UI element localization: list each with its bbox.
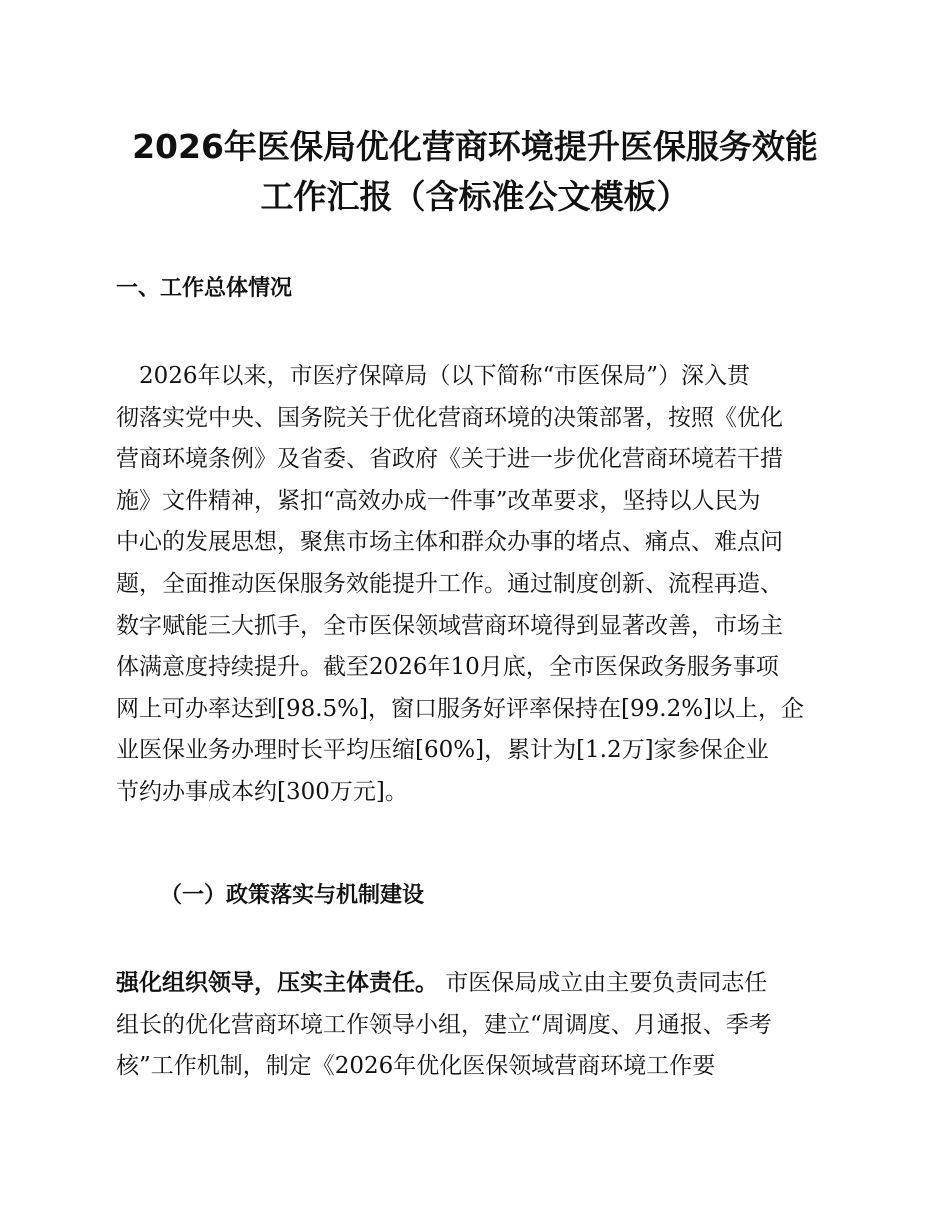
paragraph-organization [116, 963, 836, 1088]
paragraph-line: 中心的发展思想，聚焦市场主体和群众办事的堵点、痛点、难点问 [116, 529, 783, 556]
paragraph-line [116, 963, 836, 1005]
paragraph-line: 网上可办率达到[98.5%]，窗口服务好评率保持在[99.2%]以上，企 [116, 695, 805, 722]
paragraph-line: 2026年以来，市医疗保障局（以下简称“市医保局”）深入贯 [116, 363, 751, 389]
paragraph-line: 业医保业务办理时长平均压缩[60%]，累计为[1.2万]家参保企业 [116, 737, 769, 764]
paragraph-line: 彻落实党中央、国务院关于优化营商环境的决策部署，按照《优化 [116, 404, 783, 431]
subsection-heading-1: （一）政策落实与机制建设 [160, 882, 425, 908]
title-line-1: 2026年医保局优化营商环境提升医保服务效能 [132, 127, 818, 166]
paragraph-line: 节约办事成本约[300万元]。 [116, 778, 408, 805]
paragraph-overview [116, 356, 836, 814]
paragraph-lead: 强化组织领导，压实主体责任。 [116, 970, 438, 996]
paragraph-line: 题，全面推动医保服务效能提升工作。通过制度创新、流程再造、 [116, 570, 783, 597]
paragraph-line: 数字赋能三大抓手，全市医保领域营商环境得到显著改善，市场主 [116, 612, 783, 639]
section-heading-1: 一、工作总体情况 [116, 276, 293, 301]
title-line-2: 工作汇报（含标准公文模板） [260, 177, 690, 216]
paragraph-line: 组长的优化营商环境工作领导小组，建立“周调度、月通报、季考 [116, 1011, 772, 1038]
paragraph-line: 施》文件精神，紧扣“高效办成一件事”改革要求，坚持以人民为 [116, 487, 761, 514]
paragraph-line: 核”工作机制，制定《2026年优化医保领域营商环境工作要 [116, 1053, 716, 1080]
paragraph-line-rest: 市医保局成立由主要负责同志任 [438, 970, 768, 996]
paragraph-line: 营商环境条例》及省委、省政府《关于进一步优化营商环境若干措 [116, 446, 783, 473]
paragraph-line: 体满意度持续提升。截至2026年10月底，全市医保政务服务事项 [116, 654, 779, 681]
document-title [100, 122, 850, 222]
